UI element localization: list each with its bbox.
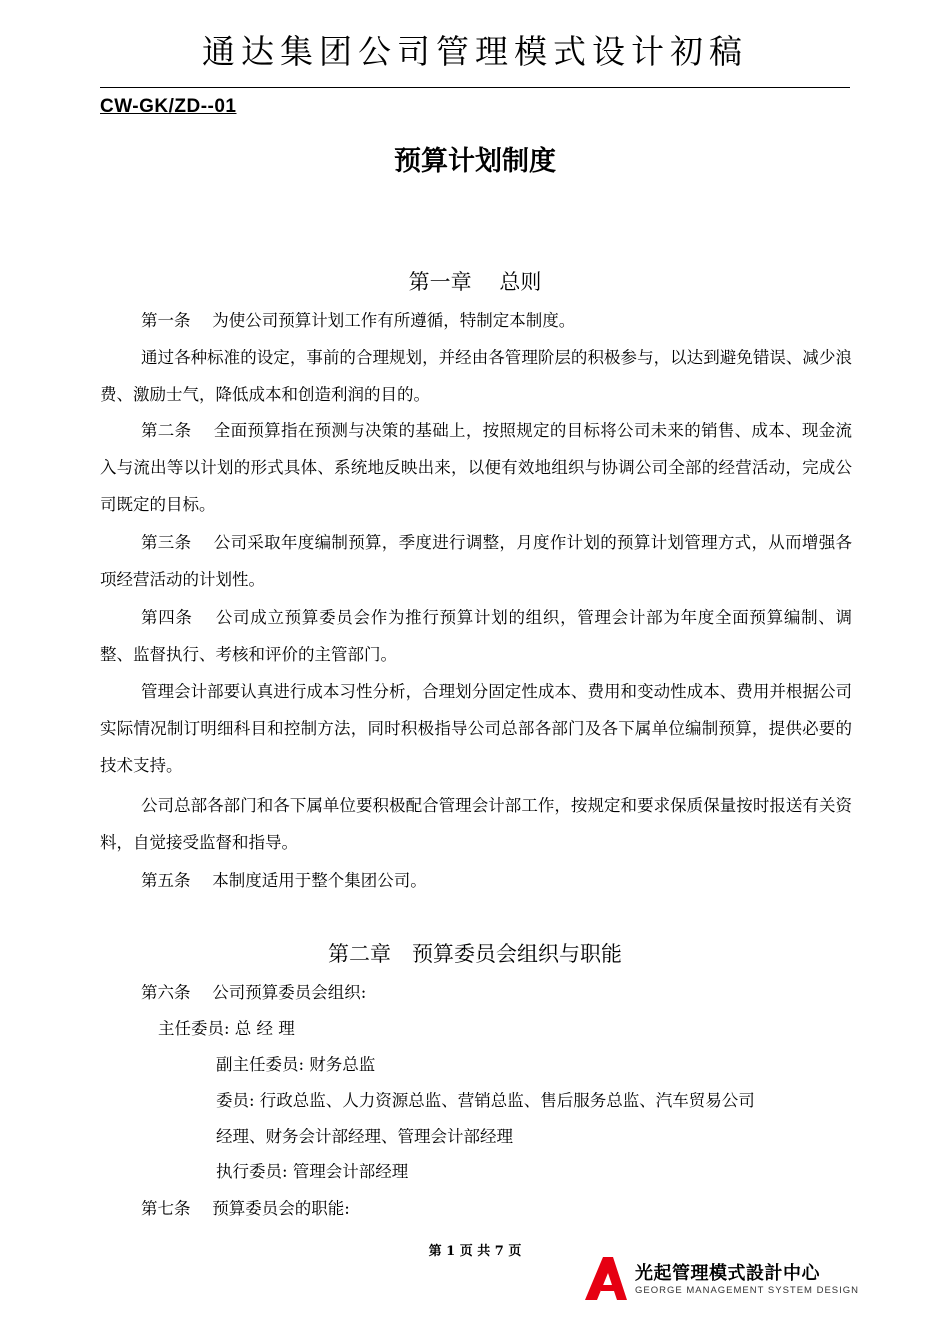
executive-line: 执行委员: 管理会计部经理 bbox=[216, 1162, 409, 1181]
article-7: 第七条 预算委员会的职能: bbox=[141, 1199, 350, 1218]
article-4-detail-1: 管理会计部要认真进行成本习性分析，合理划分固定性成本、费用和变动性成本、费用并根据公司实际情况制订明细科目和控制方法，同时积极指导公司总部各部门及各下属单位编制预算，提供必要的技术支持。 bbox=[100, 682, 852, 775]
article-5: 第五条 本制度适用于整个集团公司。 bbox=[141, 871, 427, 890]
logo-subtitle: GEORGE MANAGEMENT SYSTEM DESIGN bbox=[635, 1285, 860, 1296]
page-number: 第 1 页 共 7 页 bbox=[428, 1244, 522, 1259]
document-title: 预算计划制度 bbox=[394, 146, 556, 177]
members-line-1: 委员: 行政总监、人力资源总监、营销总监、售后服务总监、汽车贸易公司 bbox=[216, 1091, 755, 1110]
members-line-2: 经理、财务会计部经理、管理会计部经理 bbox=[216, 1127, 513, 1146]
document-code: CW-GK/ZD--01 bbox=[100, 96, 237, 117]
article-4: 第四条 公司成立预算委员会作为推行预算计划的组织，管理会计部为年度全面预算编制、调整、监督执行、考核和评价的主管部门。 bbox=[100, 608, 852, 664]
logo-text: 光起管理模式設計中心 bbox=[635, 1263, 820, 1284]
article-6: 第六条 公司预算委员会组织: bbox=[141, 983, 367, 1002]
article-4-detail-2: 公司总部各部门和各下属单位要积极配合管理会计部工作，按规定和要求保质保量按时报送有关资料，自觉接受监督和指导。 bbox=[100, 796, 852, 852]
article-2: 第二条 全面预算指在预测与决策的基础上，按照规定的目标将公司未来的销售、成本、现金流入与流出等以计划的形式具体、系统地反映出来，以便有效地组织与协调公司全部的经营活动，完成公司既定的目标。 bbox=[100, 421, 852, 514]
logo-mark-icon bbox=[583, 1255, 629, 1301]
company-logo bbox=[583, 1255, 860, 1305]
header-divider bbox=[100, 87, 850, 88]
chapter-1-heading: 第一章 总则 bbox=[408, 270, 542, 294]
article-1: 第一条 为使公司预算计划工作有所遵循，特制定本制度。 bbox=[141, 311, 576, 330]
header-title: 通达集团公司管理模式设计初稿 bbox=[202, 32, 748, 71]
vice-chairman-line: 副主任委员: 财务总监 bbox=[216, 1055, 376, 1074]
chairman-line: 主任委员: 总 经 理 bbox=[158, 1019, 295, 1038]
chapter-2-heading: 第二章 预算委员会组织与职能 bbox=[328, 942, 622, 966]
article-1-detail: 通过各种标准的设定，事前的合理规划，并经由各管理阶层的积极参与，以达到避免错误、减少浪费、激励士气，降低成本和创造利润的目的。 bbox=[100, 348, 852, 404]
article-3: 第三条 公司采取年度编制预算，季度进行调整，月度作计划的预算计划管理方式，从而增强各项经营活动的计划性。 bbox=[100, 533, 852, 589]
